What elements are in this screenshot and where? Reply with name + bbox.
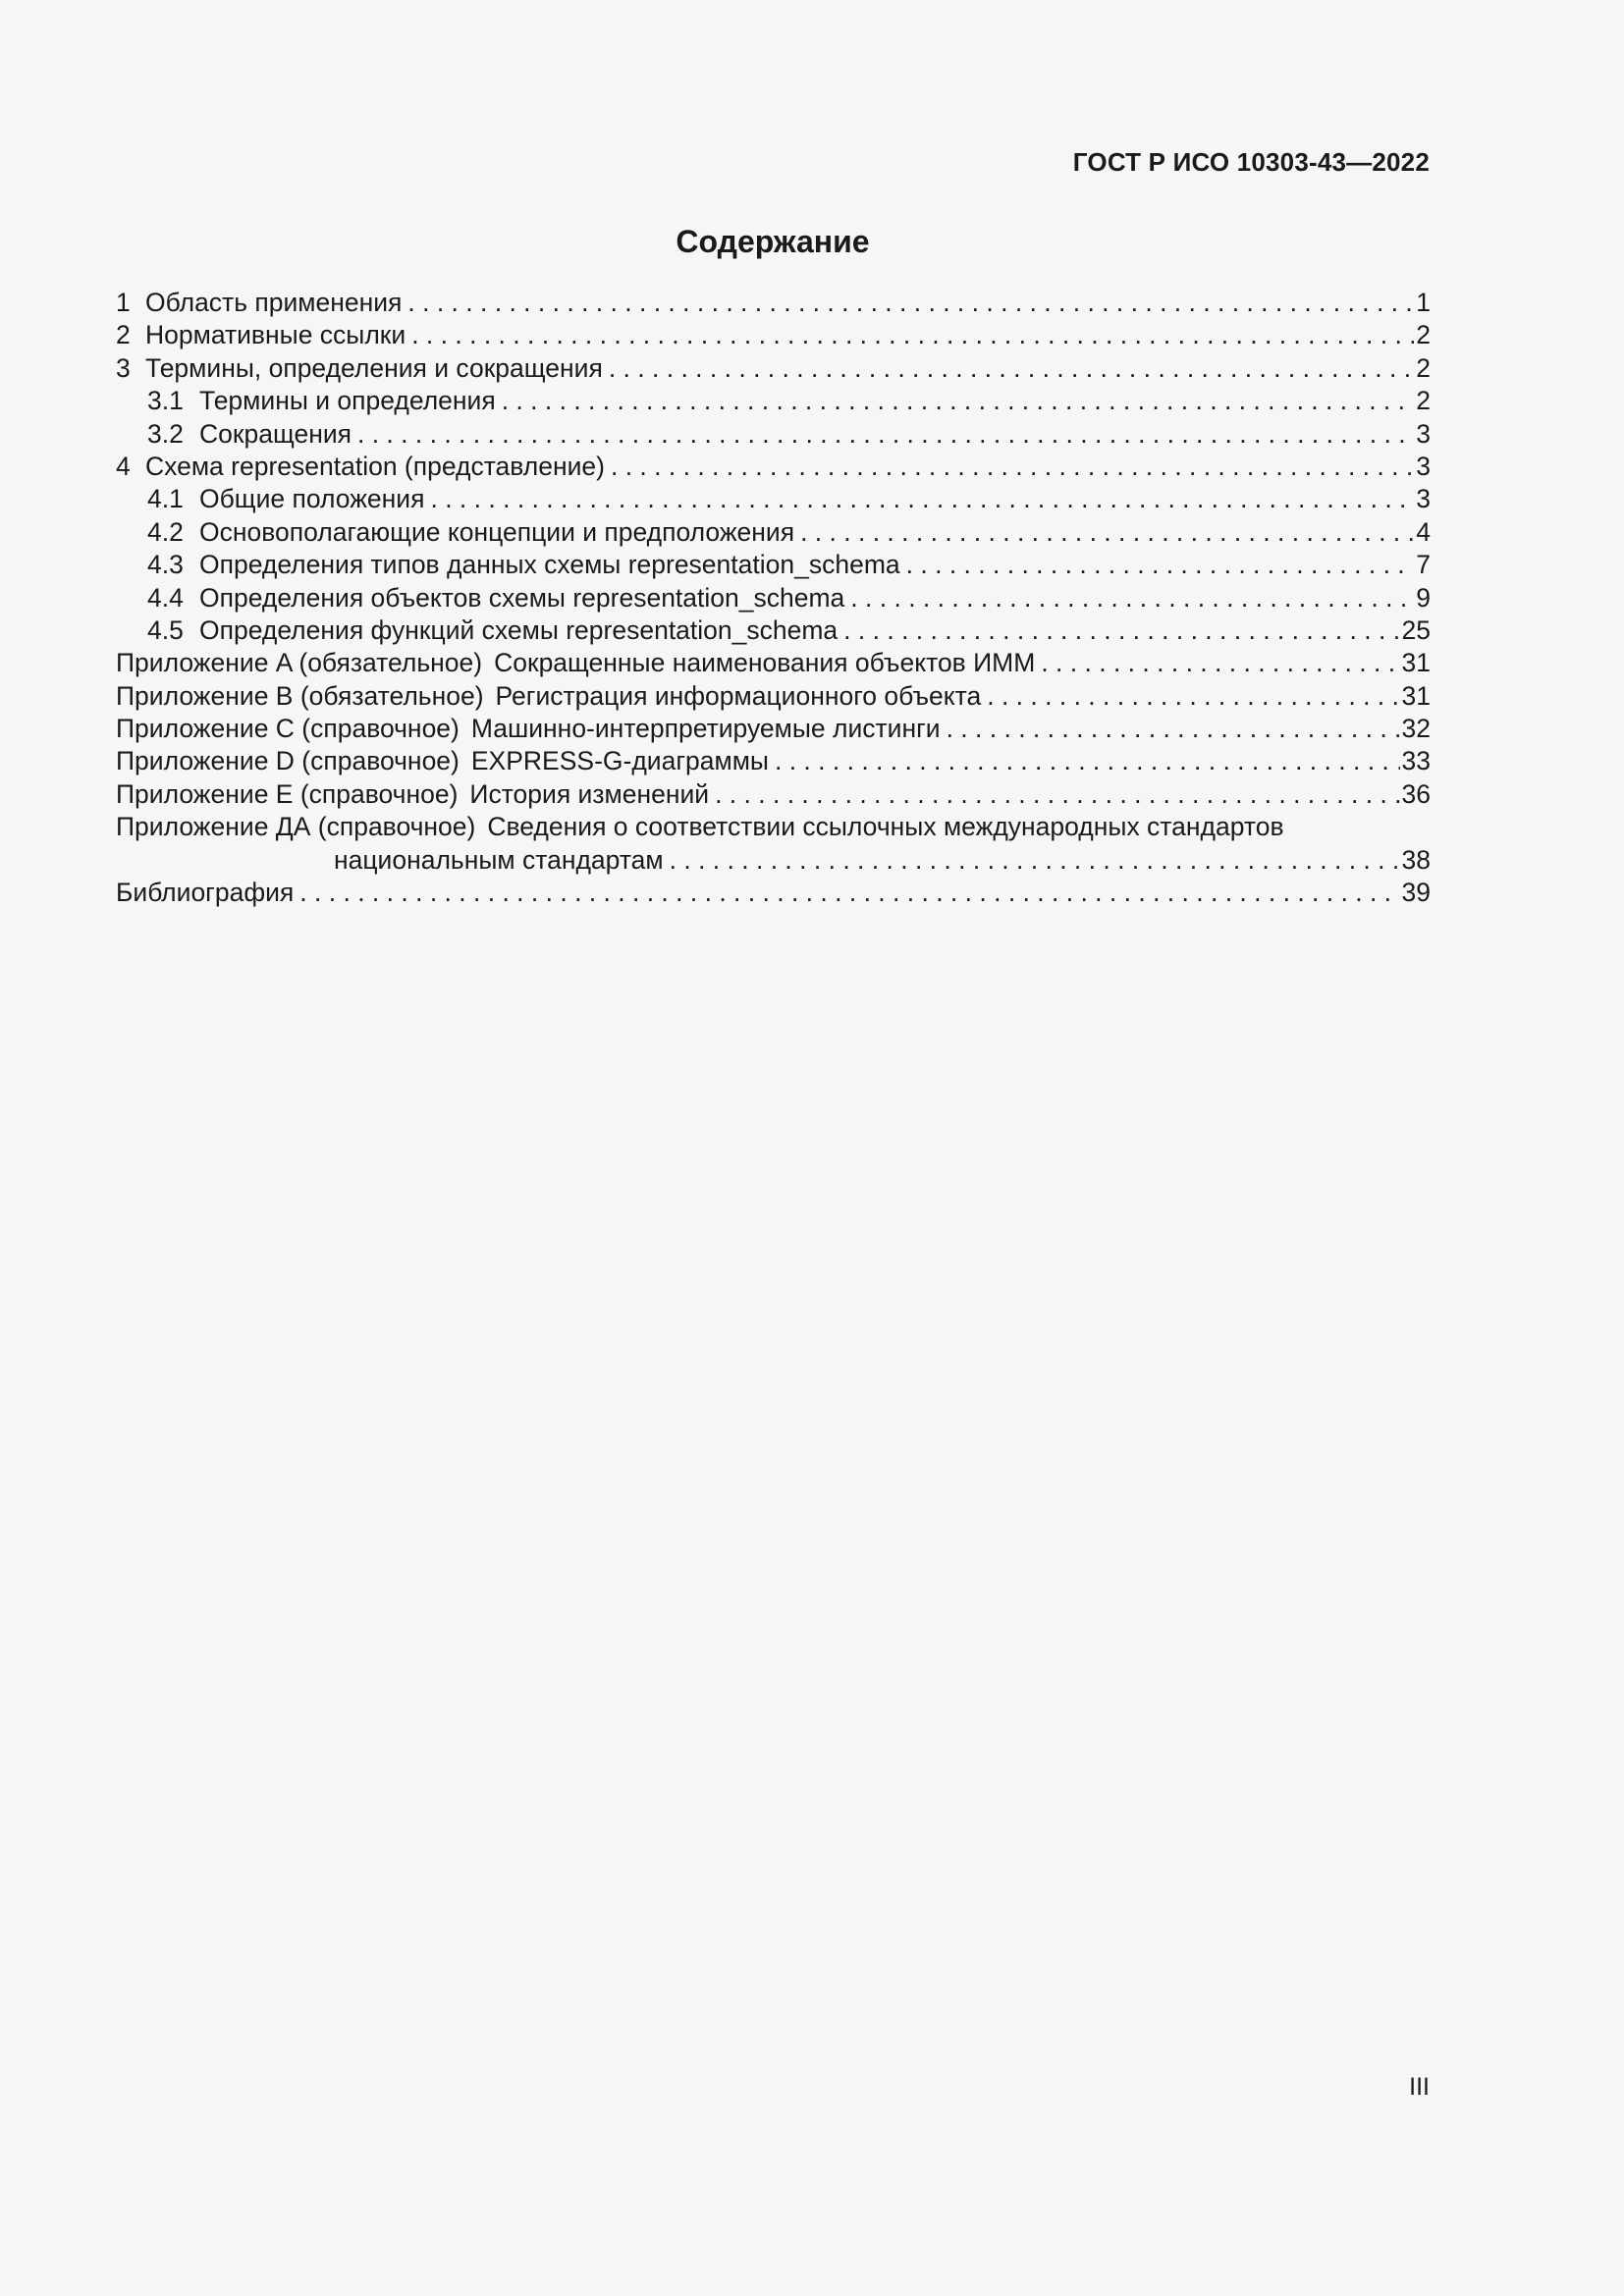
- toc-entry-4-3[interactable]: [116, 549, 1431, 581]
- toc-entry-text: Определения функций схемы representation_schema: [199, 614, 839, 645]
- toc-leader-dots: [715, 778, 1399, 811]
- toc-entry-number: 4.2: [147, 516, 184, 547]
- toc-entry-text: Термины, определения и сокращения: [145, 352, 603, 383]
- toc-leader-dots: [611, 451, 1414, 483]
- toc-entry-number: 3.2: [147, 418, 184, 449]
- toc-entry-4-1[interactable]: [116, 483, 1431, 515]
- toc-entry-page: 33: [1401, 746, 1431, 776]
- table-of-contents: [116, 287, 1431, 909]
- toc-entry-page: 31: [1401, 680, 1431, 711]
- toc-entry-number: 1: [116, 288, 131, 317]
- toc-entry-text: EXPRESS-G-диаграммы: [470, 746, 769, 776]
- toc-annex-label: Приложение A (обязательное): [116, 648, 483, 678]
- toc-entry-page: 3: [1416, 418, 1431, 449]
- toc-entry-text: Определения типов данных схемы representation_schema: [199, 550, 900, 580]
- toc-entry-4[interactable]: [116, 451, 1431, 483]
- toc-entry-page: 3: [1416, 451, 1431, 481]
- toc-entry-text: Машинно-интерпретируемые листинги: [470, 714, 941, 744]
- toc-entry-annex-a[interactable]: [116, 647, 1431, 679]
- toc-entry-page: 36: [1401, 778, 1431, 809]
- toc-entry-text: Регистрация информационного объекта: [495, 680, 982, 711]
- toc-entry-annex-da-continued[interactable]: [116, 844, 1431, 877]
- toc-entry-page: 32: [1401, 714, 1431, 744]
- toc-entry-text-continued: национальным стандартам: [334, 844, 664, 875]
- toc-entry-annex-c[interactable]: [116, 713, 1431, 745]
- toc-title: Содержание: [676, 224, 870, 259]
- toc-annex-label: Приложение B (обязательное): [116, 680, 484, 711]
- toc-leader-dots: [843, 614, 1399, 647]
- toc-entry-2[interactable]: [116, 319, 1431, 351]
- toc-leader-dots: [609, 352, 1414, 385]
- toc-annex-label: Приложение ДА (справочное): [116, 812, 476, 842]
- toc-entry-page: 39: [1401, 878, 1431, 908]
- toc-entry-3[interactable]: [116, 352, 1431, 385]
- toc-annex-label: Приложение E (справочное): [116, 778, 459, 809]
- toc-entry-number: 4.1: [147, 484, 184, 514]
- toc-entry-page: 3: [1416, 484, 1431, 514]
- toc-entry-text: История изменений: [469, 778, 710, 809]
- toc-leader-dots: [947, 713, 1400, 745]
- toc-entry-text: Нормативные ссылки: [145, 320, 406, 350]
- toc-entry-3-2[interactable]: [116, 418, 1431, 451]
- toc-entry-3-1[interactable]: [116, 385, 1431, 417]
- toc-leader-dots: [670, 844, 1400, 877]
- toc-entry-annex-da[interactable]: [116, 811, 1431, 843]
- toc-entry-text: Область применения: [145, 288, 403, 317]
- toc-entry-text: Библиография: [116, 878, 295, 908]
- toc-entry-number: 2: [116, 320, 131, 350]
- toc-annex-label: Приложение D (справочное): [116, 746, 460, 776]
- toc-entry-annex-e[interactable]: [116, 778, 1431, 811]
- toc-leader-dots: [357, 418, 1414, 451]
- page-number: III: [1409, 2073, 1430, 2101]
- toc-leader-dots: [987, 680, 1399, 713]
- toc-leader-dots: [407, 287, 1414, 319]
- toc-entry-text: Общие положения: [199, 484, 425, 514]
- toc-entry-text: Термины и определения: [199, 386, 496, 416]
- toc-leader-dots: [775, 745, 1400, 777]
- toc-annex-label: Приложение C (справочное): [116, 714, 460, 744]
- toc-leader-dots: [502, 385, 1415, 417]
- toc-leader-dots: [411, 319, 1414, 351]
- toc-entry-1[interactable]: [116, 287, 1431, 319]
- toc-entry-page: 2: [1416, 352, 1431, 383]
- toc-entry-number: 3: [116, 352, 131, 383]
- toc-entry-annex-d[interactable]: [116, 745, 1431, 777]
- toc-leader-dots: [906, 549, 1415, 581]
- toc-entry-bibliography[interactable]: [116, 877, 1431, 909]
- toc-entry-4-5[interactable]: [116, 614, 1431, 647]
- toc-entry-page: 31: [1401, 648, 1431, 678]
- toc-entry-4-4[interactable]: [116, 582, 1431, 614]
- toc-entry-number: 3.1: [147, 386, 184, 416]
- toc-entry-page: 4: [1416, 516, 1431, 547]
- toc-entry-text: Схема representation (представление): [145, 451, 605, 481]
- toc-leader-dots: [800, 516, 1414, 549]
- toc-leader-dots: [430, 483, 1414, 515]
- toc-entry-text: Сокращенные наименования объектов ИММ: [494, 648, 1036, 678]
- toc-entry-page: 2: [1416, 386, 1431, 416]
- toc-entry-4-2[interactable]: [116, 516, 1431, 549]
- toc-leader-dots: [299, 877, 1399, 909]
- toc-entry-page: 2: [1416, 320, 1431, 350]
- toc-entry-page: 7: [1416, 550, 1431, 580]
- toc-entry-number: 4.5: [147, 614, 184, 645]
- toc-entry-text: Сокращения: [199, 418, 352, 449]
- toc-entry-number: 4.4: [147, 582, 184, 613]
- toc-entry-page: 38: [1401, 844, 1431, 875]
- toc-entry-number: 4.3: [147, 550, 184, 580]
- toc-entry-text: Определения объектов схемы representation_schema: [199, 582, 845, 613]
- document-standard-code: ГОСТ Р ИСО 10303-43—2022: [1072, 147, 1430, 177]
- toc-entry-text: Основополагающие концепции и предположения: [199, 516, 795, 547]
- toc-leader-dots: [850, 582, 1414, 614]
- toc-entry-text: Сведения о соответствии ссылочных международных стандартов: [487, 812, 1284, 842]
- toc-leader-dots: [1041, 647, 1399, 679]
- toc-entry-number: 4: [116, 451, 131, 481]
- toc-entry-page: 9: [1416, 582, 1431, 613]
- toc-entry-page: 1: [1416, 288, 1431, 317]
- toc-entry-annex-b[interactable]: [116, 680, 1431, 713]
- toc-entry-page: 25: [1401, 614, 1431, 645]
